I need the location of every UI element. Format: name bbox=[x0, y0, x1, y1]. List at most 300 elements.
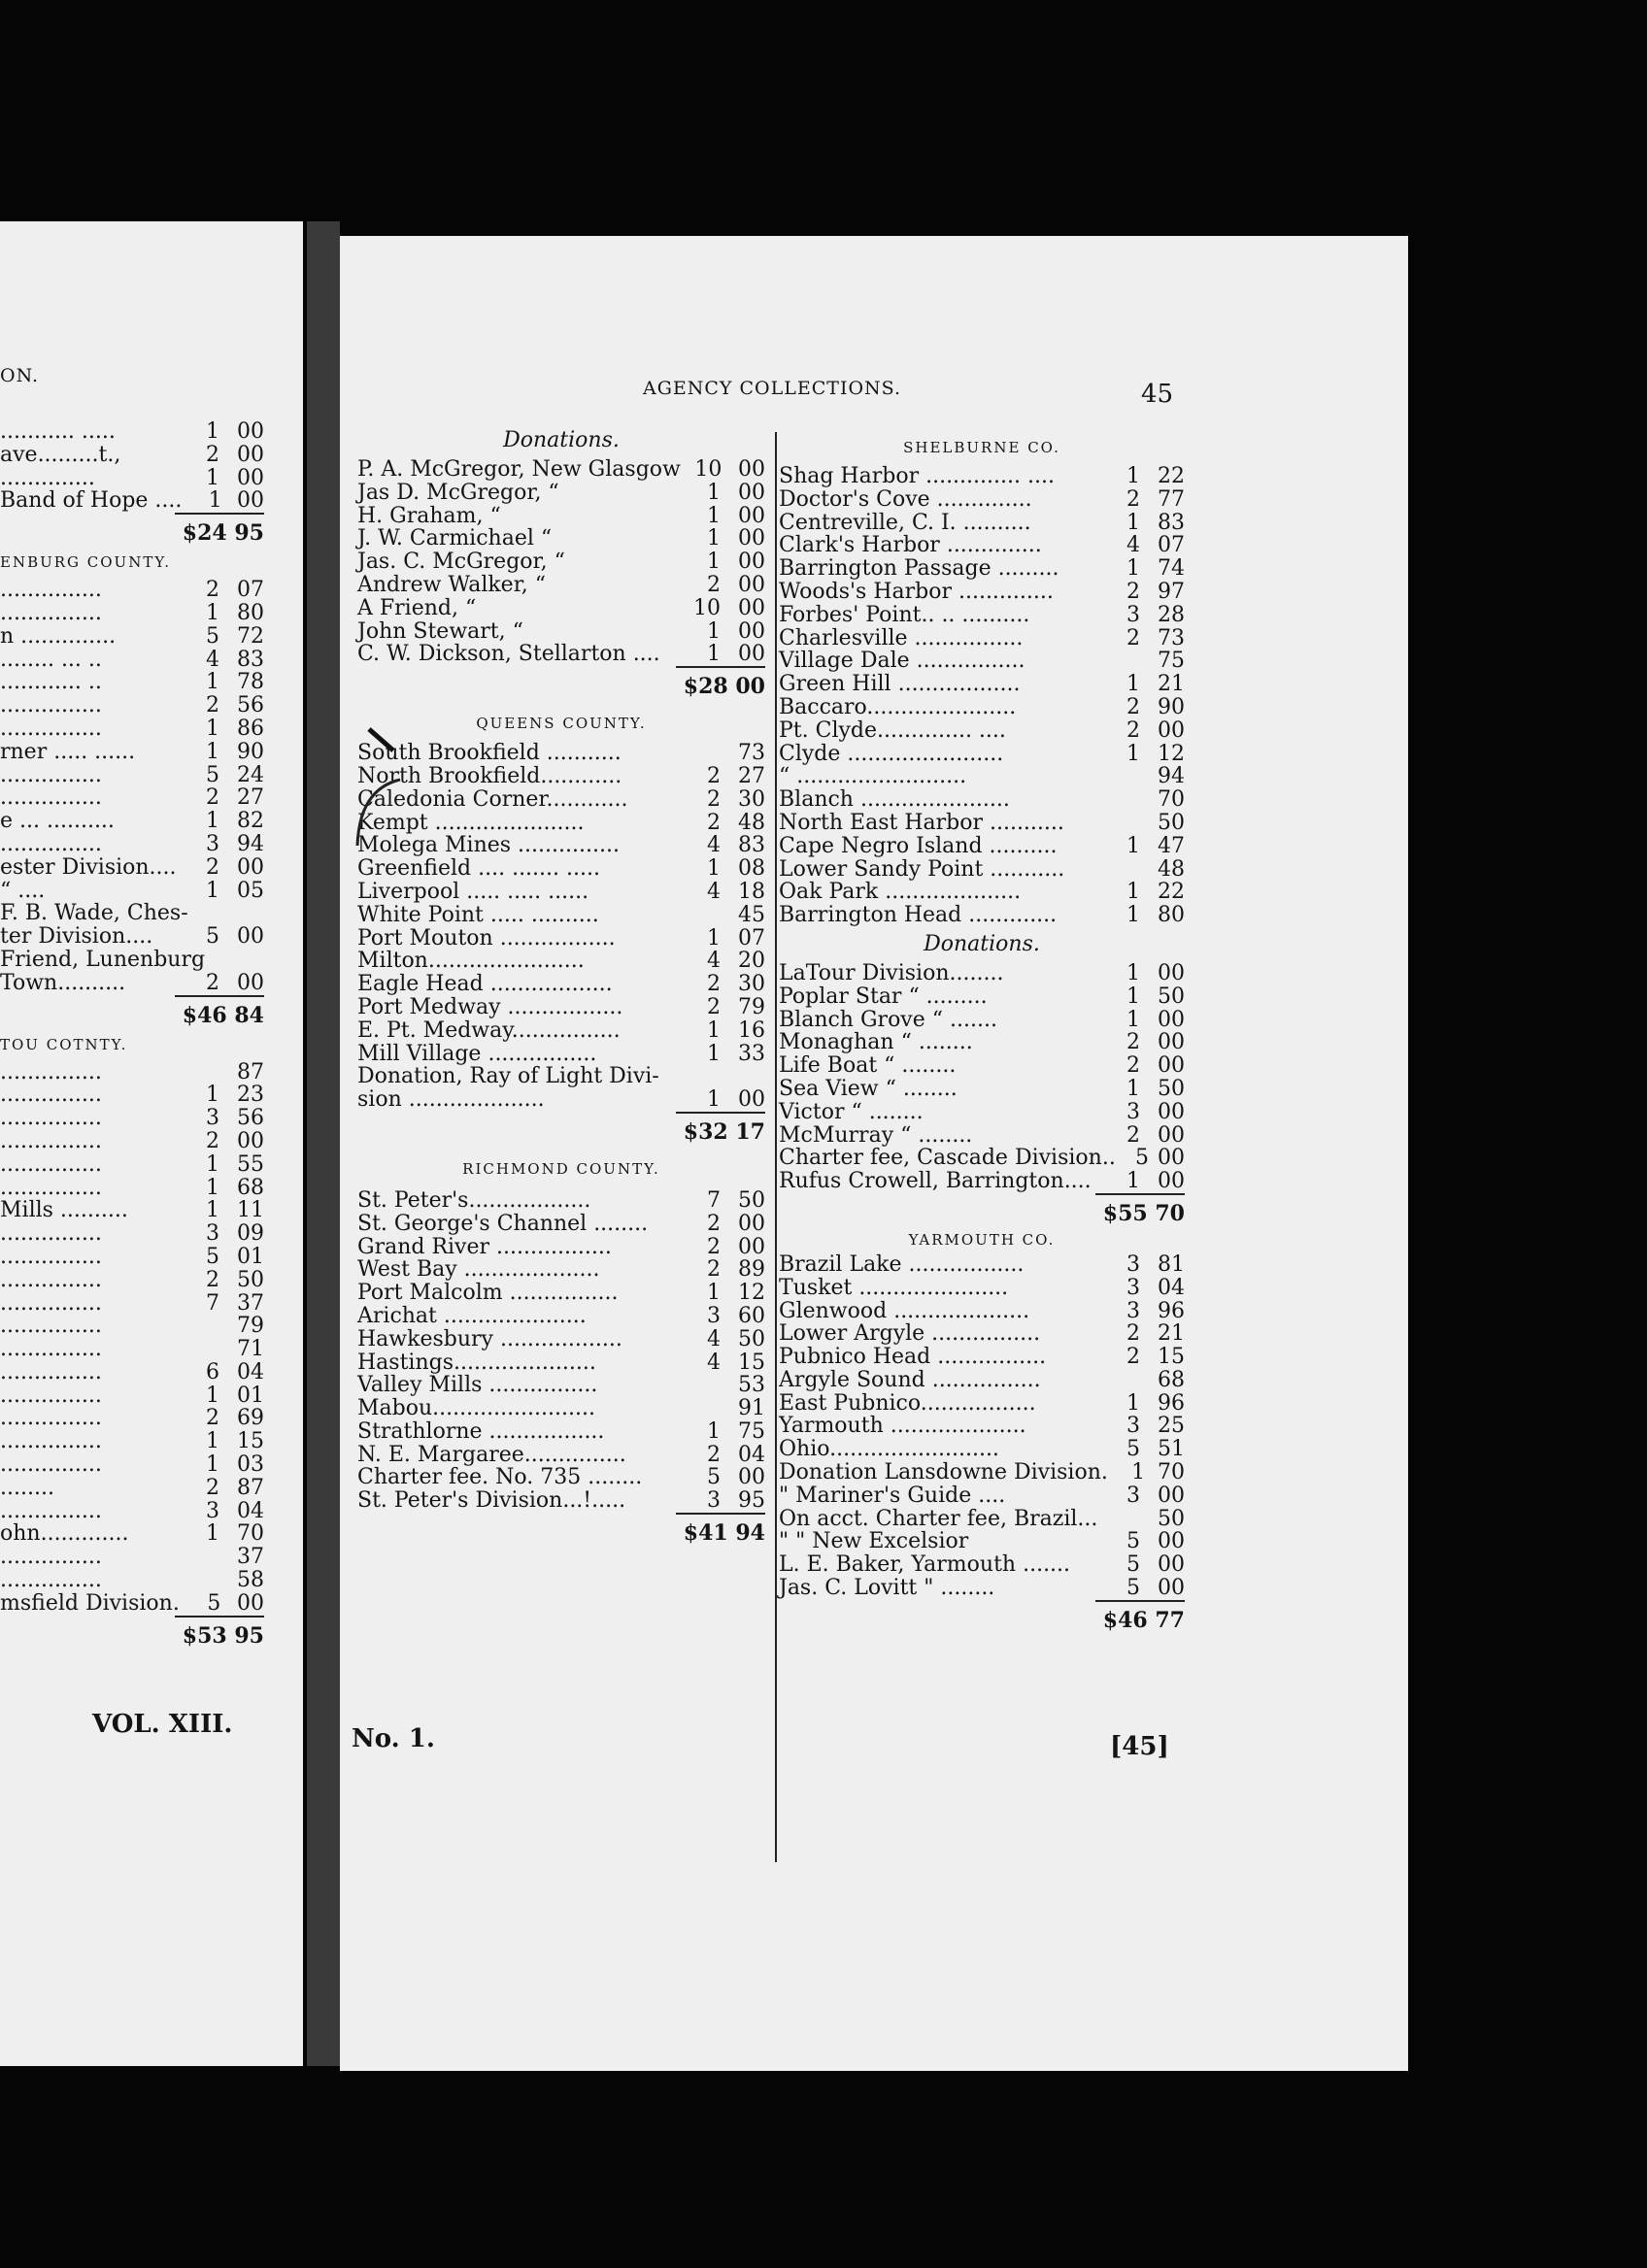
entry-dollars: 3 bbox=[206, 1106, 219, 1131]
entry-cents: 00 bbox=[1158, 1099, 1185, 1124]
entry-cents: 21 bbox=[1158, 1321, 1185, 1347]
entry-dollars: 5 bbox=[206, 924, 219, 950]
entry-cents: 30 bbox=[738, 786, 765, 812]
table-row bbox=[779, 985, 1185, 1009]
entry-cents: 87 bbox=[237, 1475, 264, 1500]
entry-name: ............... bbox=[0, 1083, 102, 1108]
entry-name: Grand River ................. bbox=[357, 1234, 612, 1259]
entry-name: White Point ..... .......... bbox=[357, 902, 599, 927]
table-row bbox=[0, 925, 264, 949]
richmond-county-total: $41 94 bbox=[357, 1513, 765, 1546]
entry-name: P. A. McGregor, New Glasgow bbox=[357, 457, 681, 482]
table-row bbox=[0, 1246, 264, 1269]
entry-name: Band of Hope .... bbox=[0, 488, 183, 514]
entry-cents: 60 bbox=[738, 1303, 765, 1328]
table-row bbox=[779, 1147, 1185, 1170]
entry-dollars: 2 bbox=[1126, 486, 1140, 512]
table-row bbox=[0, 1453, 264, 1477]
entry-name: Strathlorne ................. bbox=[357, 1418, 605, 1444]
entry-dollars: 5 bbox=[707, 1465, 721, 1490]
entry-name: .............. bbox=[0, 465, 95, 490]
table-row bbox=[0, 579, 264, 602]
table-row bbox=[357, 550, 765, 574]
table-row bbox=[0, 444, 264, 467]
table-row bbox=[0, 1338, 264, 1361]
entry-dollars: 6 bbox=[206, 1359, 219, 1384]
entry-dollars: 1 bbox=[707, 856, 721, 882]
entry-name: Mabou........................ bbox=[357, 1396, 595, 1421]
entry-cents: 94 bbox=[1158, 764, 1185, 789]
entry-dollars: 4 bbox=[707, 1326, 721, 1351]
entry-cents: 50 bbox=[1158, 1076, 1185, 1101]
entry-dollars: 1 bbox=[206, 716, 219, 741]
table-row bbox=[357, 857, 765, 881]
entry-name: Barrington Passage ......... bbox=[779, 556, 1059, 582]
entry-name: A Friend, “ bbox=[357, 595, 477, 620]
entry-name: Caledonia Corner............ bbox=[357, 786, 628, 812]
table-row bbox=[0, 1569, 264, 1592]
entry-name: Tusket ...................... bbox=[779, 1275, 1009, 1300]
table-row bbox=[779, 673, 1185, 696]
entry-dollars: 1 bbox=[206, 878, 219, 903]
table-row bbox=[0, 1153, 264, 1177]
entry-cents: 25 bbox=[1158, 1414, 1185, 1439]
book-gutter bbox=[307, 221, 340, 2066]
entry-dollars: 1 bbox=[707, 925, 721, 951]
entry-dollars: 2 bbox=[707, 1234, 721, 1259]
queens-county-total: $32 17 bbox=[357, 1112, 765, 1145]
entry-cents: 00 bbox=[738, 595, 765, 620]
table-row bbox=[0, 856, 264, 880]
entry-cents: 23 bbox=[237, 1083, 264, 1108]
entry-name: ............... bbox=[0, 1359, 102, 1384]
page-number: 45 bbox=[1141, 380, 1174, 409]
table-row bbox=[357, 812, 765, 835]
table-row bbox=[357, 1236, 765, 1259]
table-row bbox=[779, 1438, 1185, 1461]
entry-dollars: 3 bbox=[1126, 1251, 1140, 1277]
entry-cents: 50 bbox=[1158, 984, 1185, 1009]
entry-cents: 00 bbox=[237, 970, 264, 995]
entry-name: Jas. C. McGregor, “ bbox=[357, 550, 565, 575]
entry-dollars: 1 bbox=[1126, 1007, 1140, 1032]
left-page-column bbox=[0, 420, 264, 1649]
entry-dollars: 7 bbox=[707, 1187, 721, 1213]
table-row bbox=[779, 962, 1185, 985]
entry-name: ............ .. bbox=[0, 670, 102, 695]
entry-name: Cape Negro Island .......... bbox=[779, 833, 1058, 858]
entry-cents: 01 bbox=[237, 1383, 264, 1408]
entry-name: Centreville, C. I. .......... bbox=[779, 510, 1031, 535]
table-row bbox=[0, 694, 264, 717]
entry-dollars: 1 bbox=[707, 1418, 721, 1444]
entry-dollars: 2 bbox=[1126, 1321, 1140, 1347]
entry-name: Green Hill .................. bbox=[779, 672, 1021, 697]
table-row bbox=[357, 1019, 765, 1043]
entry-name: E. Pt. Medway................ bbox=[357, 1017, 621, 1043]
entry-name: Lower Sandy Point ........... bbox=[779, 856, 1065, 882]
entry-name: ............... bbox=[0, 1267, 102, 1292]
entry-name: Friend, Lunenburg bbox=[0, 947, 206, 972]
entry-name: ............... bbox=[0, 1314, 102, 1339]
entry-dollars: 2 bbox=[1126, 579, 1140, 604]
entry-name: North Brookfield............ bbox=[357, 763, 622, 788]
entry-cents: 00 bbox=[738, 1234, 765, 1259]
entry-dollars: 2 bbox=[1126, 625, 1140, 650]
entry-name: Port Mouton ................. bbox=[357, 925, 616, 951]
entry-dollars: 7 bbox=[206, 1290, 219, 1316]
column-divider bbox=[775, 432, 777, 1862]
left-page-fragment bbox=[0, 221, 303, 2066]
entry-dollars: 1 bbox=[1126, 741, 1140, 766]
entry-dollars: 2 bbox=[1126, 1345, 1140, 1370]
entry-cents: 11 bbox=[237, 1198, 264, 1223]
entry-cents: 00 bbox=[738, 1211, 765, 1236]
table-row bbox=[357, 973, 765, 996]
entry-dollars: 4 bbox=[707, 833, 721, 858]
left-rows-c bbox=[0, 1061, 264, 1616]
entry-name: ............... bbox=[0, 1545, 102, 1570]
table-row bbox=[357, 1489, 765, 1513]
entry-name: n .............. bbox=[0, 623, 117, 649]
left-total-a: $24 95 bbox=[0, 513, 264, 546]
entry-name: ave.........t., bbox=[0, 442, 121, 467]
entry-name: Liverpool ..... ..... ...... bbox=[357, 879, 589, 904]
table-row bbox=[357, 1466, 765, 1489]
table-row bbox=[779, 1346, 1185, 1369]
table-row bbox=[0, 810, 264, 833]
entry-dollars: 2 bbox=[206, 442, 219, 467]
entry-dollars: 2 bbox=[707, 1211, 721, 1236]
entry-dollars: 1 bbox=[1126, 880, 1140, 905]
table-row bbox=[779, 1300, 1185, 1323]
entry-dollars: 1 bbox=[707, 618, 721, 644]
entry-cents: 37 bbox=[237, 1545, 264, 1570]
table-row bbox=[779, 604, 1185, 627]
entry-cents: 00 bbox=[1158, 1529, 1185, 1554]
entry-name: ........... ..... bbox=[0, 419, 116, 444]
entry-cents: 30 bbox=[738, 972, 765, 997]
entry-dollars: 5 bbox=[1126, 1529, 1140, 1554]
entry-cents: 15 bbox=[738, 1350, 765, 1375]
table-row bbox=[357, 1351, 765, 1375]
entry-name: Brazil Lake ................. bbox=[779, 1251, 1025, 1277]
entry-name: Town.......... bbox=[0, 970, 126, 995]
entry-dollars: 1 bbox=[206, 1452, 219, 1478]
entry-name: Yarmouth .................... bbox=[779, 1414, 1026, 1439]
entry-dollars: 2 bbox=[707, 994, 721, 1019]
table-row bbox=[357, 904, 765, 927]
table-row bbox=[357, 482, 765, 505]
table-row bbox=[0, 1084, 264, 1107]
entry-dollars: 5 bbox=[207, 1590, 221, 1616]
entry-cents: 00 bbox=[1158, 1552, 1185, 1578]
entry-name: Ohio......................... bbox=[779, 1437, 999, 1462]
table-row bbox=[357, 1213, 765, 1236]
entry-name: Blanch Grove “ ....... bbox=[779, 1007, 997, 1032]
entry-cents: 12 bbox=[738, 1281, 765, 1306]
entry-name: Jas. C. Lovitt " ........ bbox=[779, 1576, 995, 1601]
table-row bbox=[357, 788, 765, 812]
entry-dollars: 5 bbox=[1126, 1437, 1140, 1462]
entry-cents: 00 bbox=[738, 1087, 765, 1113]
table-row bbox=[357, 1374, 765, 1397]
table-row bbox=[357, 458, 765, 482]
entry-dollars: 1 bbox=[206, 419, 219, 444]
entry-name: ter Division.... bbox=[0, 924, 153, 950]
table-row bbox=[357, 1258, 765, 1282]
entry-cents: 00 bbox=[1158, 960, 1185, 985]
entry-cents: 75 bbox=[738, 1418, 765, 1444]
entry-name: Poplar Star “ ......... bbox=[779, 984, 988, 1009]
entry-cents: 68 bbox=[237, 1175, 264, 1200]
table-row bbox=[0, 1177, 264, 1200]
table-row bbox=[357, 996, 765, 1019]
table-row bbox=[0, 1384, 264, 1408]
entry-name: Monaghan “ ........ bbox=[779, 1030, 973, 1055]
entry-dollars: 2 bbox=[707, 972, 721, 997]
table-row bbox=[0, 902, 264, 925]
shelburne-list bbox=[779, 465, 1185, 927]
entry-dollars: 4 bbox=[707, 879, 721, 904]
entry-dollars: 5 bbox=[1126, 1552, 1140, 1578]
entry-cents: 70 bbox=[237, 1521, 264, 1547]
table-row bbox=[0, 1361, 264, 1384]
entry-name: N. E. Margaree............... bbox=[357, 1442, 626, 1467]
table-row bbox=[357, 505, 765, 528]
entry-cents: 00 bbox=[1158, 1122, 1185, 1148]
table-row bbox=[357, 620, 765, 644]
right-page bbox=[340, 236, 1408, 2071]
entry-cents: 50 bbox=[1158, 810, 1185, 835]
table-row bbox=[779, 1577, 1185, 1600]
table-row bbox=[779, 534, 1185, 557]
entry-name: St. George's Channel ........ bbox=[357, 1211, 649, 1236]
entry-dollars: 5 bbox=[1134, 1146, 1149, 1171]
entry-name: Glenwood .................... bbox=[779, 1298, 1030, 1323]
entry-cents: 96 bbox=[1158, 1298, 1185, 1323]
yarmouth-list bbox=[779, 1253, 1185, 1600]
table-row bbox=[779, 488, 1185, 512]
table-row bbox=[357, 527, 765, 550]
entry-cents: 79 bbox=[237, 1314, 264, 1339]
entry-dollars: 2 bbox=[707, 572, 721, 597]
entry-dollars: 3 bbox=[206, 831, 219, 856]
entry-name: “ .... bbox=[0, 878, 46, 903]
entry-cents: 00 bbox=[738, 618, 765, 644]
entry-dollars: 1 bbox=[707, 1017, 721, 1043]
entry-name: ............... bbox=[0, 600, 102, 625]
table-row bbox=[779, 719, 1185, 743]
entry-dollars: 4 bbox=[1126, 533, 1140, 558]
table-row bbox=[0, 1592, 264, 1616]
table-row bbox=[779, 858, 1185, 882]
entry-cents: 68 bbox=[1158, 1367, 1185, 1392]
entry-name: Clyde ....................... bbox=[779, 741, 1004, 766]
entry-name: Lower Argyle ................ bbox=[779, 1321, 1041, 1347]
table-row bbox=[779, 1009, 1185, 1032]
entry-name: " Mariner's Guide .... bbox=[779, 1483, 1006, 1508]
table-row bbox=[357, 1444, 765, 1467]
entry-cents: 00 bbox=[738, 642, 765, 667]
entry-cents: 00 bbox=[1158, 1030, 1185, 1055]
table-row bbox=[0, 1222, 264, 1246]
table-row bbox=[779, 1392, 1185, 1416]
entry-name: Donation, Ray of Light Divi- bbox=[357, 1064, 659, 1089]
entry-name: Woods's Harbor .............. bbox=[779, 579, 1054, 604]
entry-name: F. B. Wade, Ches- bbox=[0, 901, 188, 926]
entry-cents: 00 bbox=[1158, 1576, 1185, 1601]
entry-dollars: 3 bbox=[1126, 1414, 1140, 1439]
entry-cents: 73 bbox=[1158, 625, 1185, 650]
entry-dollars: 3 bbox=[707, 1488, 721, 1514]
entry-dollars: 5 bbox=[206, 762, 219, 787]
entry-dollars: 2 bbox=[206, 693, 219, 718]
entry-cents: 90 bbox=[237, 739, 264, 764]
entry-name: sion .................... bbox=[357, 1087, 545, 1113]
table-row bbox=[779, 1530, 1185, 1553]
entry-cents: 75 bbox=[1158, 649, 1185, 674]
entry-cents: 00 bbox=[237, 1128, 264, 1153]
table-row bbox=[779, 512, 1185, 535]
entry-name: Greenfield .... ....... ..... bbox=[357, 856, 600, 882]
entry-name: Pt. Clyde.............. .... bbox=[779, 717, 1006, 743]
entry-dollars: 3 bbox=[1126, 1298, 1140, 1323]
table-row bbox=[357, 597, 765, 620]
entry-cents: 09 bbox=[237, 1221, 264, 1247]
entry-name: Arichat ..................... bbox=[357, 1303, 587, 1328]
entry-dollars: 4 bbox=[707, 1350, 721, 1375]
table-row bbox=[0, 671, 264, 694]
table-row bbox=[0, 1522, 264, 1546]
entry-cents: 28 bbox=[1158, 602, 1185, 627]
left-rows-a bbox=[0, 420, 264, 513]
entry-name: Donation Lansdowne Division. bbox=[779, 1460, 1108, 1485]
entry-cents: 00 bbox=[1158, 1053, 1185, 1079]
entry-cents: 81 bbox=[1158, 1251, 1185, 1277]
table-row bbox=[779, 627, 1185, 650]
table-row bbox=[0, 717, 264, 741]
table-row bbox=[779, 812, 1185, 835]
entry-cents: 20 bbox=[738, 949, 765, 974]
entry-dollars: 1 bbox=[206, 739, 219, 764]
entry-cents: 71 bbox=[237, 1337, 264, 1362]
entry-name: msfield Division. bbox=[0, 1590, 180, 1616]
entry-dollars: 2 bbox=[707, 1442, 721, 1467]
entry-dollars: 1 bbox=[1126, 903, 1140, 928]
richmond-county-heading: RICHMOND COUNTY. bbox=[462, 1159, 660, 1178]
entry-name: Life Boat “ ........ bbox=[779, 1053, 957, 1079]
queens-county-list bbox=[357, 742, 765, 1112]
entry-cents: 00 bbox=[738, 503, 765, 528]
entry-dollars: 1 bbox=[707, 1087, 721, 1113]
table-row bbox=[779, 904, 1185, 927]
table-row bbox=[0, 1477, 264, 1500]
entry-name: ester Division.... bbox=[0, 854, 177, 880]
entry-dollars: 1 bbox=[707, 642, 721, 667]
entry-dollars: 2 bbox=[707, 810, 721, 835]
entry-name: ............... bbox=[0, 785, 102, 811]
entry-name: St. Peter's Division...!..... bbox=[357, 1488, 626, 1514]
entry-dollars: 2 bbox=[206, 1267, 219, 1292]
entry-name: Oak Park .................... bbox=[779, 880, 1022, 905]
entry-name: ............... bbox=[0, 578, 102, 603]
table-row bbox=[779, 743, 1185, 766]
entry-name: Victor “ ........ bbox=[779, 1099, 924, 1124]
entry-cents: 21 bbox=[1158, 672, 1185, 697]
entry-cents: 00 bbox=[237, 488, 264, 514]
table-row bbox=[779, 788, 1185, 812]
table-row bbox=[357, 1088, 765, 1112]
entry-cents: 80 bbox=[237, 600, 264, 625]
entry-name: Forbes' Point.. .. .......... bbox=[779, 602, 1030, 627]
entry-dollars: 3 bbox=[1126, 1099, 1140, 1124]
entry-cents: 04 bbox=[237, 1359, 264, 1384]
entry-dollars: 1 bbox=[1126, 833, 1140, 858]
entry-cents: 50 bbox=[738, 1187, 765, 1213]
entry-name: Mill Village ................ bbox=[357, 1041, 597, 1066]
table-row bbox=[779, 557, 1185, 581]
entry-name: ............... bbox=[0, 1406, 102, 1431]
entry-dollars: 2 bbox=[206, 1406, 219, 1431]
column-left bbox=[357, 423, 765, 1546]
entry-cents: 00 bbox=[237, 465, 264, 490]
entry-name: Valley Mills ................ bbox=[357, 1373, 598, 1398]
donations-total: $28 00 bbox=[357, 666, 765, 699]
entry-name: ............... bbox=[0, 1106, 102, 1131]
table-row bbox=[0, 1061, 264, 1084]
entry-dollars: 1 bbox=[206, 670, 219, 695]
entry-cents: 47 bbox=[1158, 833, 1185, 858]
entry-cents: 18 bbox=[738, 879, 765, 904]
left-rows-b bbox=[0, 579, 264, 994]
entry-cents: 16 bbox=[738, 1017, 765, 1043]
entry-name: John Stewart, “ bbox=[357, 618, 523, 644]
table-row bbox=[779, 1170, 1185, 1193]
entry-name: rner ..... ...... bbox=[0, 739, 136, 764]
entry-name: McMurray “ ........ bbox=[779, 1122, 973, 1148]
entry-cents: 00 bbox=[738, 1465, 765, 1490]
entry-name: Doctor's Cove .............. bbox=[779, 486, 1032, 512]
entry-name: Andrew Walker, “ bbox=[357, 572, 547, 597]
entry-dollars: 1 bbox=[1126, 556, 1140, 582]
entry-cents: 56 bbox=[237, 693, 264, 718]
entry-name: ........ bbox=[0, 1475, 54, 1500]
entry-dollars: 1 bbox=[1126, 1169, 1140, 1194]
entry-dollars: 1 bbox=[206, 1383, 219, 1408]
entry-dollars: 5 bbox=[206, 623, 219, 649]
entry-cents: 72 bbox=[237, 623, 264, 649]
entry-cents: 04 bbox=[1158, 1275, 1185, 1300]
pencil-mark bbox=[340, 721, 418, 857]
table-row bbox=[357, 1305, 765, 1328]
entry-name: ............... bbox=[0, 1244, 102, 1269]
entry-cents: 50 bbox=[237, 1267, 264, 1292]
entry-name: Argyle Sound ................ bbox=[779, 1367, 1041, 1392]
shelburne-heading: SHELBURNE CO. bbox=[903, 439, 1060, 456]
entry-cents: 70 bbox=[1158, 1460, 1185, 1485]
entry-dollars: 1 bbox=[707, 550, 721, 575]
entry-name: ............... bbox=[0, 716, 102, 741]
entry-cents: 15 bbox=[1158, 1345, 1185, 1370]
table-row bbox=[779, 1553, 1185, 1577]
entry-cents: 82 bbox=[237, 809, 264, 834]
entry-name: L. E. Baker, Yarmouth ....... bbox=[779, 1552, 1071, 1578]
entry-dollars: 2 bbox=[1126, 1122, 1140, 1148]
table-row bbox=[0, 1199, 264, 1222]
entry-cents: 87 bbox=[237, 1059, 264, 1084]
entry-name: Blanch ...................... bbox=[779, 787, 1010, 813]
